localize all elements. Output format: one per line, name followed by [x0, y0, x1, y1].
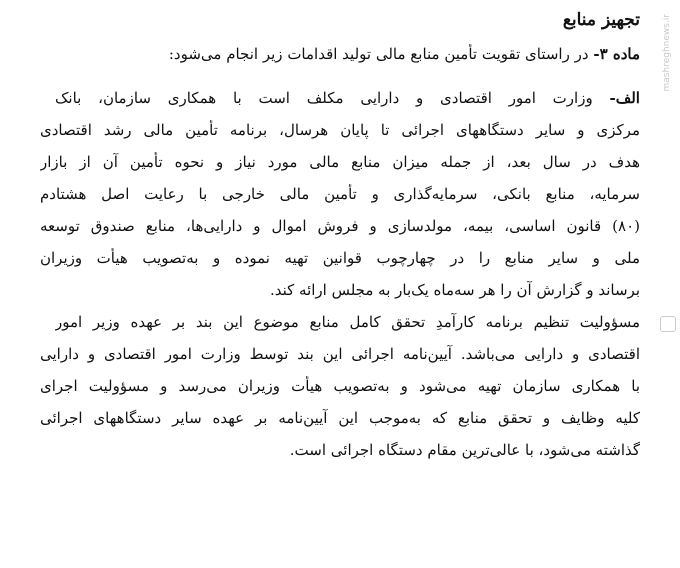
clause-a-first-line — [55, 88, 640, 108]
site-watermark — [662, 14, 676, 314]
paragraph-2-line: اقتصادی و دارایی می‌باشد. آیین‌نامه اجرائی این بند توسط وزارت امور اقتصادی و دارایی — [40, 345, 640, 363]
clause-a-line: هدف در سال بعد، از جمله میزان منابع مالی مورد نیاز و نحوه تأمین آن از بازار — [40, 153, 640, 171]
article-text: در راستای تقویت تأمین منابع مالی تولید اقدامات زیر انجام می‌شود: — [168, 45, 589, 63]
clause-a-line: ملی و سایر منابع را در چهارچوب قوانین تهیه نموده و به‌تصویب هیأت وزیران — [40, 249, 640, 267]
article-line — [60, 44, 640, 64]
clause-a-label: الف- — [609, 89, 640, 107]
clause-a-line: مرکزی و سایر دستگاههای اجرائی تا پایان هرسال، برنامه تأمین مالی رشد اقتصادی — [40, 121, 640, 139]
watermark-text: mashreghnews.ir — [662, 14, 672, 92]
clause-a-line: برساند و گزارش آن را هر سه‌ماه یک‌بار به مجلس ارائه کند. — [269, 281, 640, 299]
clause-a-line: سرمایه، منابع بانکی، سرمایه‌گذاری و تأمین مالی خارجی با رعایت اصل هشتادم — [40, 185, 640, 203]
watermark-logo-icon — [660, 316, 676, 332]
clause-a-first-text: وزارت امور اقتصادی و دارایی مکلف است با همکاری سازمان، بانک — [55, 89, 593, 107]
paragraph-2-line: مسؤولیت تنظیم برنامه کارآمدِ تحقق کامل منابع موضوع این بند بر عهده وزیر امور — [55, 313, 640, 331]
paragraph-2-line: کلیه وظایف و تحقق منابع که به‌موجب این آیین‌نامه بر عهده سایر دستگاههای اجرائی — [40, 409, 640, 427]
article-label: ماده ۳- — [593, 45, 640, 63]
paragraph-2-line: گذاشته می‌شود، با عالی‌ترین مقام دستگاه اجرائی است. — [289, 441, 640, 459]
section-heading: تجهیز منابع — [562, 10, 640, 30]
clause-a-line: (۸۰) قانون اساسی، بیمه، مولدسازی و فروش اموال و دارایی‌ها، منابع صندوق توسعه — [40, 217, 640, 235]
paragraph-2-line: با همکاری سازمان تهیه می‌شود و به‌تصویب هیأت وزیران می‌رسد و مسؤولیت اجرای — [40, 377, 640, 395]
